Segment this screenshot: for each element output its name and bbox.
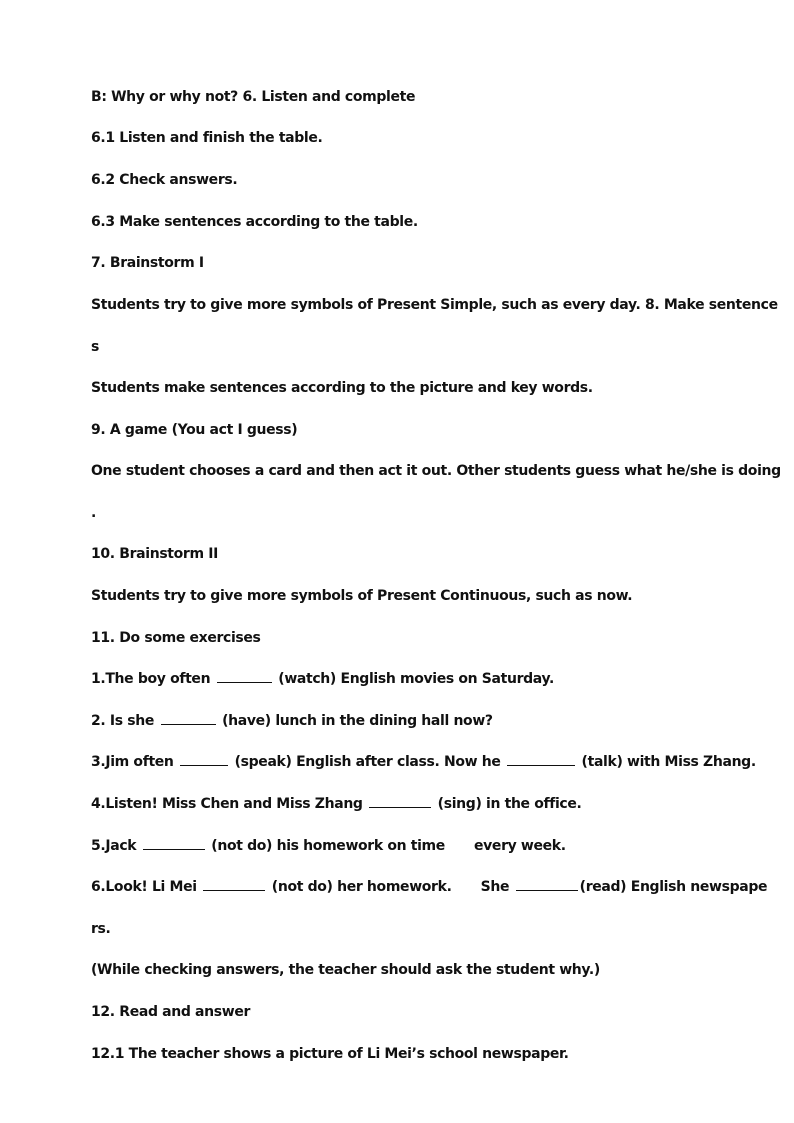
exercise-text: (not do) her homework. <box>271 879 452 895</box>
exercise-text: She <box>480 879 510 895</box>
text-line: . <box>91 505 96 521</box>
answer-blank[interactable] <box>516 877 578 891</box>
section-heading: 7. Brainstorm I <box>91 255 204 271</box>
exercise-text: (speak) English after class. Now he <box>234 754 501 770</box>
exercise-text: 2. Is she <box>91 713 154 729</box>
text-line: rs. <box>91 921 111 937</box>
text-line: B: Why or why not? 6. Listen and complete <box>91 89 416 105</box>
section-heading: 9. A game (You act I guess) <box>91 422 298 438</box>
exercise-2 <box>91 711 734 731</box>
text-line: 6.2 Check answers. <box>91 172 238 188</box>
exercise-text: 6.Look! Li Mei <box>91 879 197 895</box>
answer-blank[interactable] <box>369 794 431 808</box>
answer-blank[interactable] <box>217 669 272 683</box>
exercise-text: 1.The boy often <box>91 671 211 687</box>
exercise-text: (watch) English movies on Saturday. <box>278 671 554 687</box>
section-heading: 12. Read and answer <box>91 1004 251 1020</box>
exercise-text: every week. <box>474 838 566 854</box>
text-line: 6.1 Listen and finish the table. <box>91 130 323 146</box>
exercise-3 <box>91 752 756 772</box>
text-line: 6.3 Make sentences according to the table. <box>91 214 418 230</box>
exercise-text: 3.Jim often <box>91 754 174 770</box>
text-line: Students make sentences according to the picture and key words. <box>91 380 593 396</box>
answer-blank[interactable] <box>203 877 265 891</box>
exercise-text: (not do) his homework on time <box>211 838 445 854</box>
answer-blank[interactable] <box>143 836 205 850</box>
text-line: (While checking answers, the teacher should ask the student why.) <box>91 962 600 978</box>
section-heading: 11. Do some exercises <box>91 630 261 646</box>
answer-blank[interactable] <box>507 752 575 766</box>
exercise-5 <box>91 836 734 856</box>
exercise-text: (read) English newspape <box>579 879 768 895</box>
exercise-text: 5.Jack <box>91 838 137 854</box>
exercise-1 <box>91 669 734 689</box>
text-line: s <box>91 339 99 355</box>
answer-blank[interactable] <box>161 711 216 725</box>
exercise-text: (talk) with Miss Zhang. <box>581 754 756 770</box>
exercise-text: (sing) in the office. <box>437 796 582 812</box>
exercise-text: (have) lunch in the dining hall now? <box>222 713 493 729</box>
text-line: Students try to give more symbols of Present Simple, such as every day. 8. Make sentence <box>91 297 778 313</box>
section-heading: 10. Brainstorm II <box>91 546 218 562</box>
text-line: One student chooses a card and then act it out. Other students guess what he/she is doing <box>91 463 781 479</box>
text-line: Students try to give more symbols of Present Continuous, such as now. <box>91 588 633 604</box>
answer-blank[interactable] <box>180 752 228 766</box>
exercise-4 <box>91 794 734 814</box>
exercise-6 <box>91 877 768 897</box>
exercise-text: 4.Listen! Miss Chen and Miss Zhang <box>91 796 363 812</box>
text-line: 12.1 The teacher shows a picture of Li Mei’s school newspaper. <box>91 1046 569 1062</box>
